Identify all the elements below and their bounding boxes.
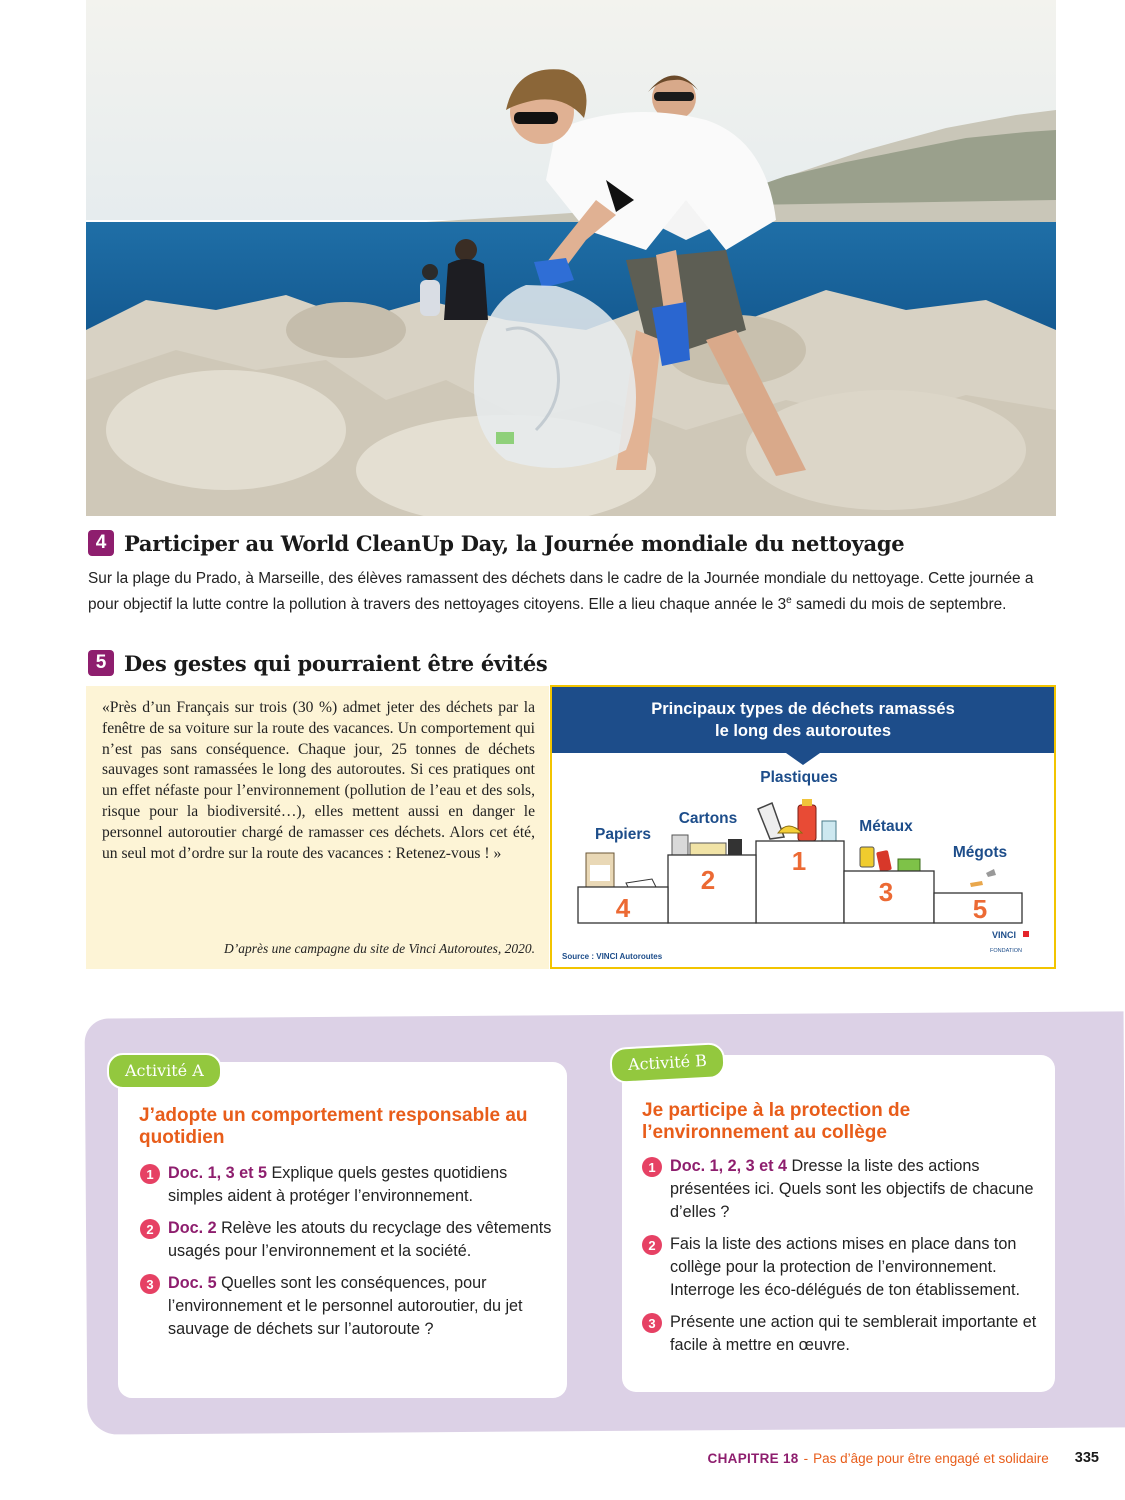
rank-3: 3 — [878, 877, 894, 907]
activity-b-title: Je participe à la protection de l’environnement au collège — [642, 1100, 911, 1143]
question-number: 1 — [140, 1164, 160, 1184]
activity-b-badge: Activité B — [609, 1042, 726, 1084]
cleanup-photo — [86, 0, 1056, 516]
label-metaux: Métaux — [859, 818, 913, 835]
cigarette-butts-icon — [970, 869, 996, 887]
activity-b-questions — [642, 1155, 1047, 1366]
question-number: 3 — [642, 1313, 662, 1333]
list-item: 3 Présente une action qui te semblerait importante et facile à mettre en œuvre. — [642, 1311, 1047, 1357]
quote-source: D’après une campagne du site de Vinci Autoroutes, 2020. — [224, 941, 535, 956]
list-item: 2 Fais la liste des actions mises en place dans ton collège pour la protection de l’environnement. Interroge les éco-délégués de ton établissement. — [642, 1233, 1047, 1302]
doc-reference: Doc. 1, 2, 3 et 4 — [670, 1157, 787, 1175]
doc-reference: Doc. 2 — [168, 1219, 217, 1237]
rank-1: 1 — [791, 846, 807, 876]
doc4-heading — [88, 530, 904, 556]
page-footer — [708, 1450, 1099, 1466]
list-item: 3 Doc. 5 Quelles sont les conséquences, pour l’environnement et le personnel autoroutier, du jet sauvage de déchets sur l’autoroute ? — [140, 1272, 560, 1341]
page-number: 335 — [1074, 1450, 1099, 1466]
question-number: 2 — [140, 1219, 160, 1239]
footer-chapter: CHAPITRE 18 — [707, 1450, 799, 1466]
label-megots: Mégots — [952, 844, 1008, 861]
footer-chapter-title: Pas d’âge pour être engagé et solidaire — [813, 1450, 1049, 1466]
chart-title-line1: Principaux types de déchets ramassés — [651, 700, 955, 718]
doc-reference: Doc. 5 — [168, 1274, 217, 1292]
activity-a-questions — [140, 1162, 560, 1350]
question-number: 3 — [140, 1274, 160, 1294]
doc5-title: Des gestes qui pourraient être évités — [124, 650, 548, 676]
rank-4: 4 — [615, 893, 631, 923]
label-plastiques: Plastiques — [760, 769, 838, 786]
waste-infographic — [550, 685, 1056, 969]
activity-a-card — [118, 1062, 567, 1398]
list-item: 1 Doc. 1, 2, 3 et 4 Dresse la liste des actions présentées ici. Quels sont les objectifs de chacune d’elles ? — [642, 1155, 1047, 1224]
doc4-number: 4 — [88, 530, 114, 556]
footer-separator: - — [803, 1450, 809, 1466]
list-item: 1 Doc. 1, 3 et 5 Explique quels gestes quotidiens simples aident à protéger l’environnement. — [140, 1162, 560, 1208]
doc4-title: Participer au World CleanUp Day, la Journée mondiale du nettoyage — [124, 530, 905, 556]
doc5-heading — [88, 650, 547, 676]
rank-5: 5 — [972, 894, 988, 924]
activity-a-badge: Activité A — [107, 1053, 222, 1089]
quote-text: «Près d’un Français sur trois (30 %) admet jeter des déchets par la fenêtre de sa voiture sur la route des vacances. Un comportement qui n’est pas sans conséquence. Chaque jour, 25 tonnes de déchets sauvages sont ramassées le long des autoroutes. Si ces pratiques ont un effet néfaste pour l’environnement (pollution de l’eau et des sols, risque pour la biodiversité…), elles mettent aussi en danger le personnel autoroutier chargé de ramasser ces déchets. Alors cet été, un seul mot d’ordre sur la route des vacances : Retenez-vous ! » — [102, 699, 535, 862]
chart-title-line2: le long des autoroutes — [714, 722, 892, 740]
doc4-caption: Sur la plage du Prado, à Marseille, des élèves ramassent des déchets dans le cadre de la Journée mondiale du nettoyage. Cette journée a pour objectif la lutte contre la pollution à travers des nettoyages citoyens. Elle a lieu chaque année le 3e samedi du mois de septembre. — [88, 570, 1034, 614]
chart-source: Source : VINCI Autoroutes — [562, 952, 663, 961]
metals-items-icon — [860, 847, 920, 872]
question-number: 1 — [642, 1157, 662, 1177]
vinci-logo-mark — [1023, 931, 1029, 937]
plastics-items-icon — [758, 799, 836, 841]
label-papiers: Papiers — [594, 826, 652, 843]
vinci-logo: VINCI — [992, 930, 1017, 940]
doc-reference: Doc. 1, 3 et 5 — [168, 1164, 267, 1182]
cartons-items-icon — [672, 835, 742, 855]
activity-a-title: J’adopte un comportement responsable au quotidien — [139, 1105, 528, 1148]
doc5-number: 5 — [88, 650, 114, 676]
list-item: 2 Doc. 2 Relève les atouts du recyclage des vêtements usagés pour l’environnement et la société. — [140, 1217, 560, 1263]
activity-b-card — [622, 1055, 1055, 1392]
label-cartons: Cartons — [678, 810, 738, 827]
vinci-logo-sub: FONDATION — [990, 948, 1022, 954]
question-number: 2 — [642, 1235, 662, 1255]
papers-items-icon — [586, 853, 656, 891]
quote-box — [86, 686, 549, 969]
rank-2: 2 — [700, 865, 716, 895]
